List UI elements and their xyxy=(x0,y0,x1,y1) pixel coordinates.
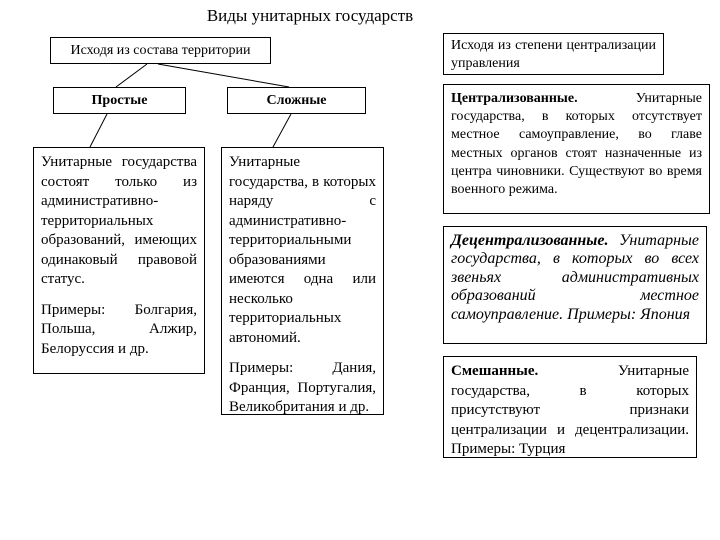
centralized-states-box xyxy=(443,84,710,214)
centralization-header-label: Исходя из степени централизации управления xyxy=(451,38,656,72)
complex-states-description-box xyxy=(221,147,384,415)
centralized-states-text xyxy=(451,90,702,199)
centralized-states-definition: Унитарные государства, в которых отсутствует местное самоуправление, во главе местных органов стоят назначенные из центра чиновники. Существуют во время военного режима. xyxy=(451,91,702,197)
slide-title: Виды унитарных государств xyxy=(206,6,414,25)
centralization-header-box xyxy=(443,33,664,75)
complex-states-box xyxy=(227,87,366,114)
simple-states-box xyxy=(53,87,186,114)
complex-states-label: Сложные xyxy=(266,92,327,108)
decentralized-states-text xyxy=(451,232,699,324)
mixed-states-term: Смешанные. xyxy=(451,363,539,379)
mixed-states-box xyxy=(443,356,697,458)
decentralized-states-box xyxy=(443,226,707,344)
simple-states-definition: Унитарные государства состоят только из административно-территориальных образований, имеющих одинаковый правовой статус. xyxy=(41,154,197,287)
simple-states-description-box xyxy=(33,147,205,374)
complex-states-examples: Примеры: Дания, Франция, Португалия, Великобритания и др. xyxy=(229,360,376,415)
territory-header-box xyxy=(50,37,271,64)
territory-header-label: Исходя из состава территории xyxy=(70,42,251,58)
mixed-states-definition: Унитарные государства, в которых присутствуют признаки централизации и децентрализации. Примеры: Турция xyxy=(451,363,689,457)
centralized-states-term: Централизованные. xyxy=(451,91,578,106)
decentralized-states-definition: Унитарные государства, в которых во всех звеньях административных образований местное самоуправление. Примеры: Япония xyxy=(451,232,699,323)
complex-states-definition: Унитарные государства, в которых наряду с административно-территориальными образованиями имеются одна или несколько территориальных автономий. xyxy=(229,154,376,346)
decentralized-states-term: Децентрализованные. xyxy=(451,232,609,249)
simple-states-examples: Примеры: Болгария, Польша, Алжир, Белоруссия и др. xyxy=(41,301,197,357)
simple-states-label: Простые xyxy=(91,92,148,108)
mixed-states-text xyxy=(451,362,689,460)
